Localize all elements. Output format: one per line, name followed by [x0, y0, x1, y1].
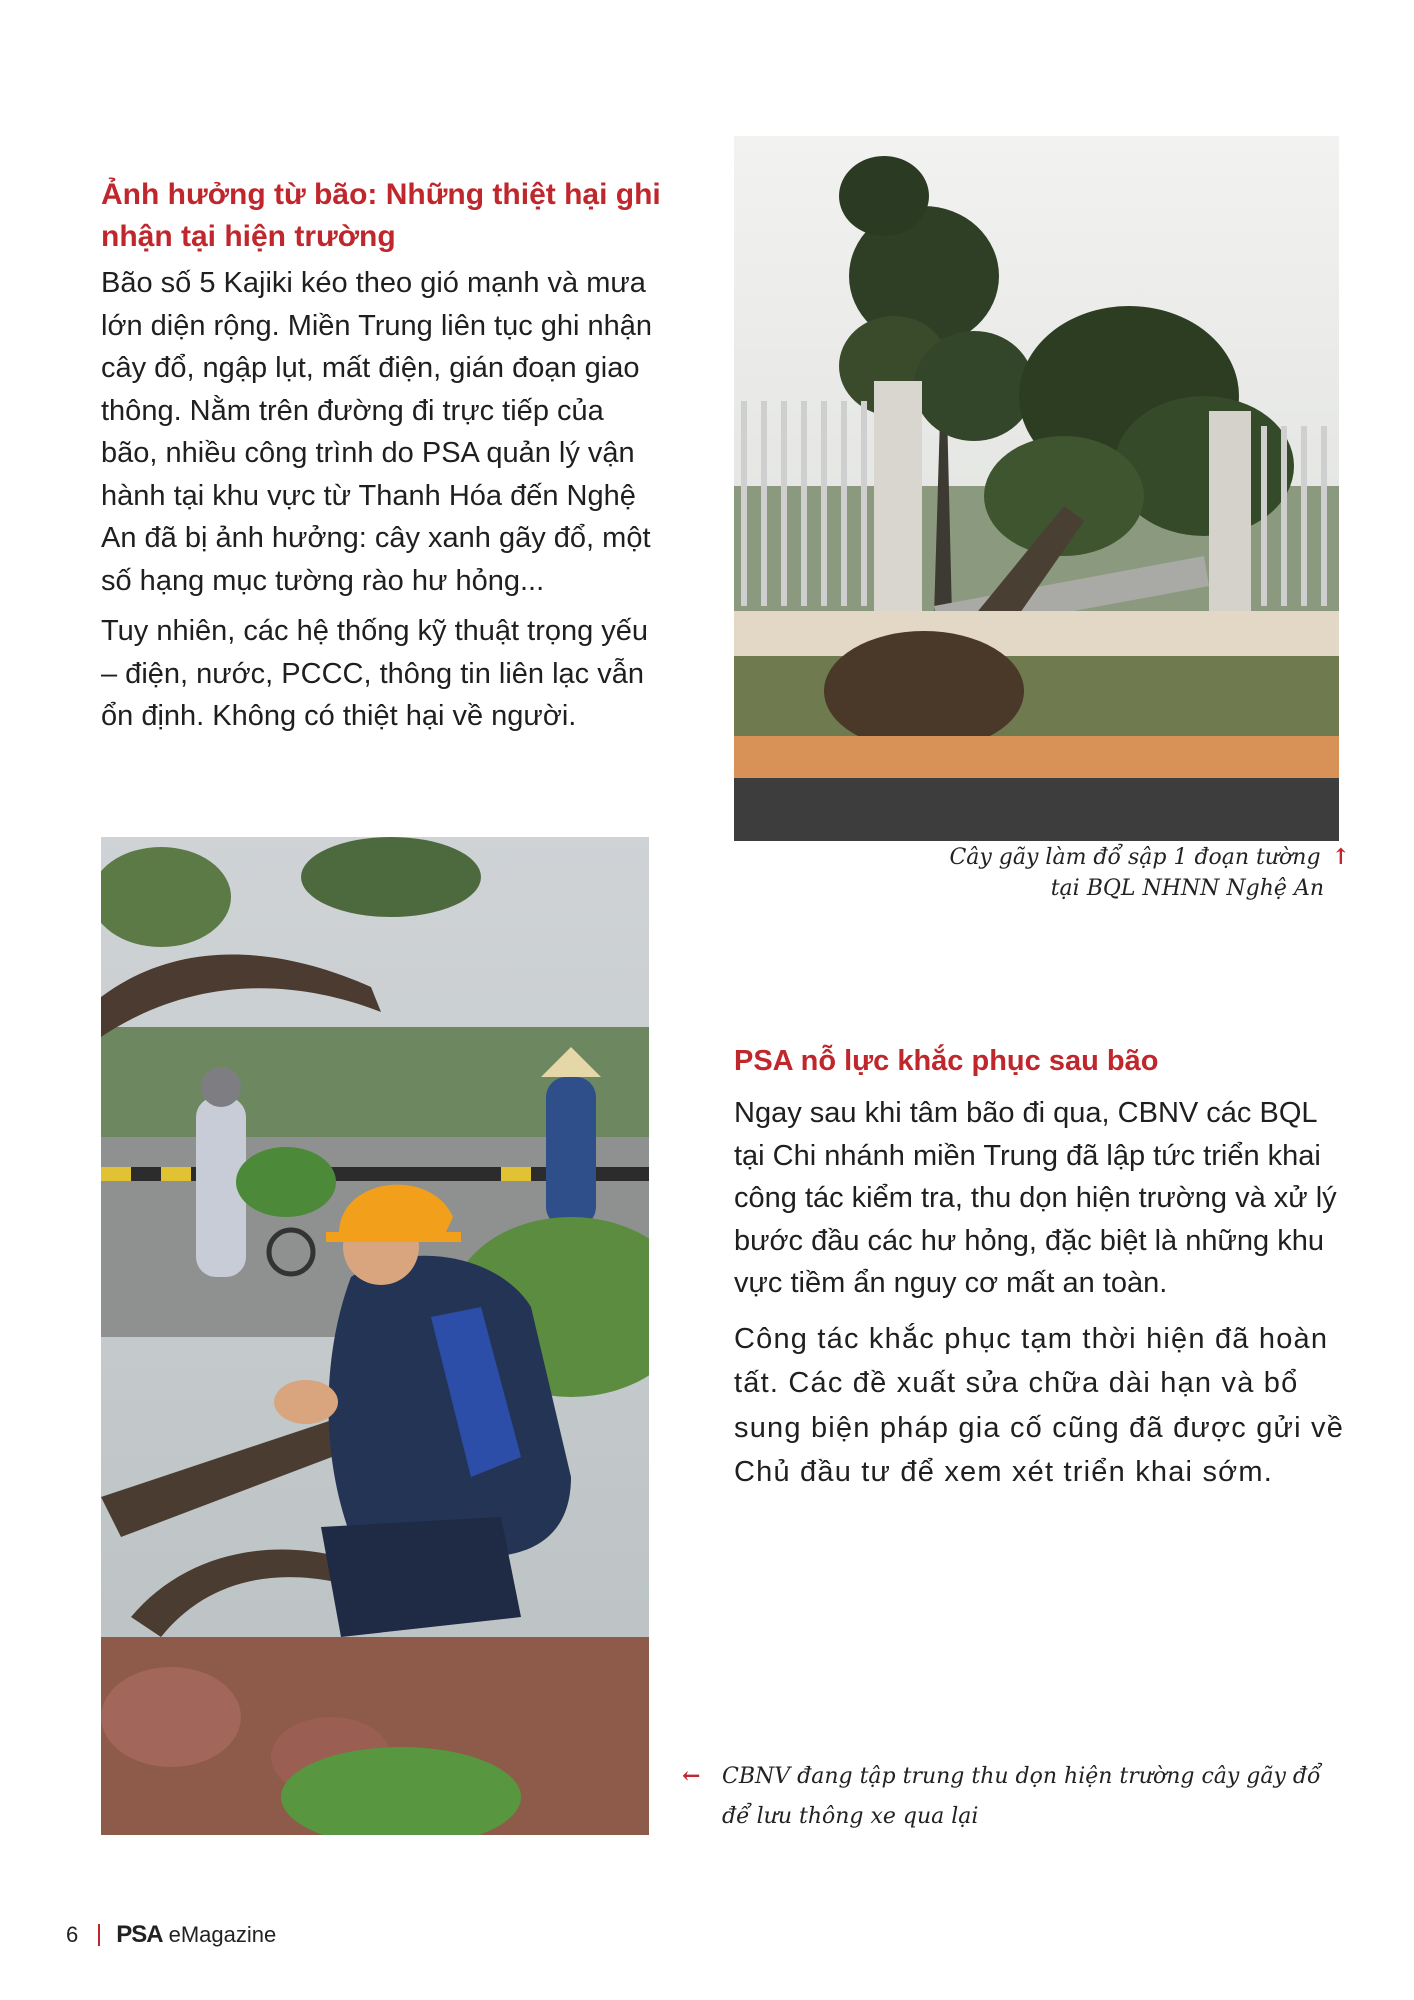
psa-logo: PSA [116, 1921, 163, 1948]
photo-workers-clearing-illustration [101, 837, 649, 1835]
caption-fallen-tree-fence [790, 842, 1350, 904]
section-impact [101, 174, 661, 738]
page-footer [66, 1920, 276, 1950]
caption-workers-clearing [682, 1761, 1362, 1832]
photo-fallen-tree-fence [734, 136, 1339, 841]
magazine-name: eMagazine [168, 1922, 277, 1947]
paragraph-impact-1: Bão số 5 Kajiki kéo theo gió mạnh và mưa lớn diện rộng. Miền Trung liên tục ghi nhận cây đổ, ngập lụt, mất điện, gián đoạn giao thông. Nằm trên đường đi trực tiếp của bão, nhiều công trình do PSA quản lý vận hành tại khu vực từ Thanh Hóa đến Nghệ An đã bị ảnh hưởng: cây xanh gãy đổ, một số hạng mục tường rào hư hỏng... [101, 267, 653, 597]
section-recovery [734, 1040, 1354, 1495]
paragraph-recovery-2: Công tác khắc phục tạm thời hiện đã hoàn tất. Các đề xuất sửa chữa dài hạn và bổ sung biện pháp gia cố cũng đã được gửi về Chủ đầu tư để xem xét triển khai sớm. [734, 1322, 1345, 1488]
page-number: 6 [66, 1922, 79, 1947]
section-heading-recovery: PSA nỗ lực khắc phục sau bão [734, 1045, 1159, 1077]
caption-line: Cây gãy làm đổ sập 1 đoạn tường ↑ [949, 844, 1350, 870]
section-heading-impact: Ảnh hưởng từ bão: Những thiệt hại ghi nhận tại hiện trường [101, 178, 661, 253]
caption-line: tại BQL NHNN Nghệ An [1050, 876, 1324, 901]
footer-divider [98, 1924, 100, 1946]
caption-line: để lưu thông xe qua lại [722, 1804, 979, 1829]
photo-fallen-tree-fence-illustration [734, 136, 1339, 841]
arrow-left-icon: ← [682, 1763, 701, 1789]
arrow-up-icon: ↑ [1331, 844, 1350, 870]
caption-line: ← CBNV đang tập trung thu dọn hiện trường cây gãy đổ [682, 1761, 1362, 1792]
paragraph-impact-2: Tuy nhiên, các hệ thống kỹ thuật trọng yếu – điện, nước, PCCC, thông tin liên lạc vẫn ổn định. Không có thiệt hại về người. [101, 615, 649, 732]
photo-workers-clearing [101, 837, 649, 1835]
paragraph-recovery-1: Ngay sau khi tâm bão đi qua, CBNV các BQL tại Chi nhánh miền Trung đã lập tức triển khai công tác kiểm tra, thu dọn hiện trường và xử lý bước đầu các hư hỏng, đặc biệt là những khu vực tiềm ẩn nguy cơ mất an toàn. [734, 1097, 1337, 1299]
